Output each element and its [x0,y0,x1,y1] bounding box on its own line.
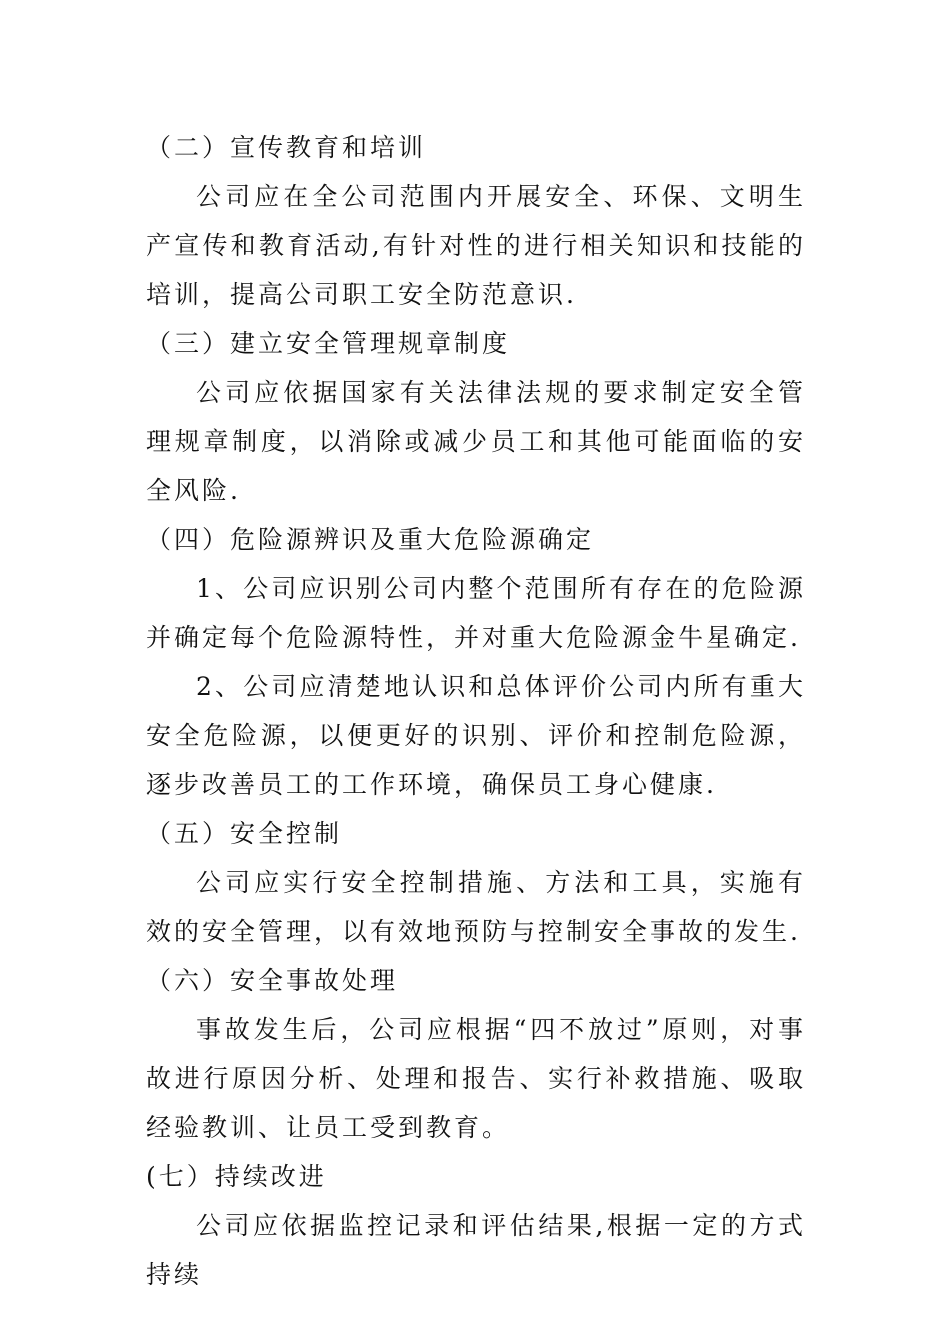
section-heading-2: （二）宣传教育和培训 [146,133,427,162]
document-body [146,123,806,1299]
paragraph-continuous-improvement: 公司应依据监控记录和评估结果,根据一定的方式持续 [146,1211,806,1289]
section-heading-3: （三）建立安全管理规章制度 [146,329,511,358]
paragraph-hazard-identification-1: 1、公司应识别公司内整个范围所有存在的危险源并确定每个危险源特性，并对重大危险源金牛星确定. [146,574,806,652]
section-heading-4: （四）危险源辨识及重大危险源确定 [146,525,595,554]
paragraph-hazard-identification-2: 2、公司应清楚地认识和总体评价公司内所有重大安全危险源，以便更好的识别、评价和控制危险源，逐步改善员工的工作环境，确保员工身心健康. [146,672,806,799]
paragraph-accident-handling: 事故发生后，公司应根据“四不放过”原则，对事故进行原因分析、处理和报告、实行补救措施、吸取经验教训、让员工受到教育。 [146,1015,806,1142]
section-heading-7: (七）持续改进 [146,1162,327,1191]
paragraph-safety-control: 公司应实行安全控制措施、方法和工具，实施有效的安全管理，以有效地预防与控制安全事故的发生. [146,868,806,946]
paragraph-publicity-training: 公司应在全公司范围内开展安全、环保、文明生产宣传和教育活动,有针对性的进行相关知识和技能的培训，提高公司职工安全防范意识. [146,182,806,309]
section-heading-6: （六）安全事故处理 [146,966,399,995]
paragraph-safety-rules: 公司应依据国家有关法律法规的要求制定安全管理规章制度，以消除或减少员工和其他可能面临的安全风险. [146,378,806,505]
section-heading-5: （五）安全控制 [146,819,343,848]
